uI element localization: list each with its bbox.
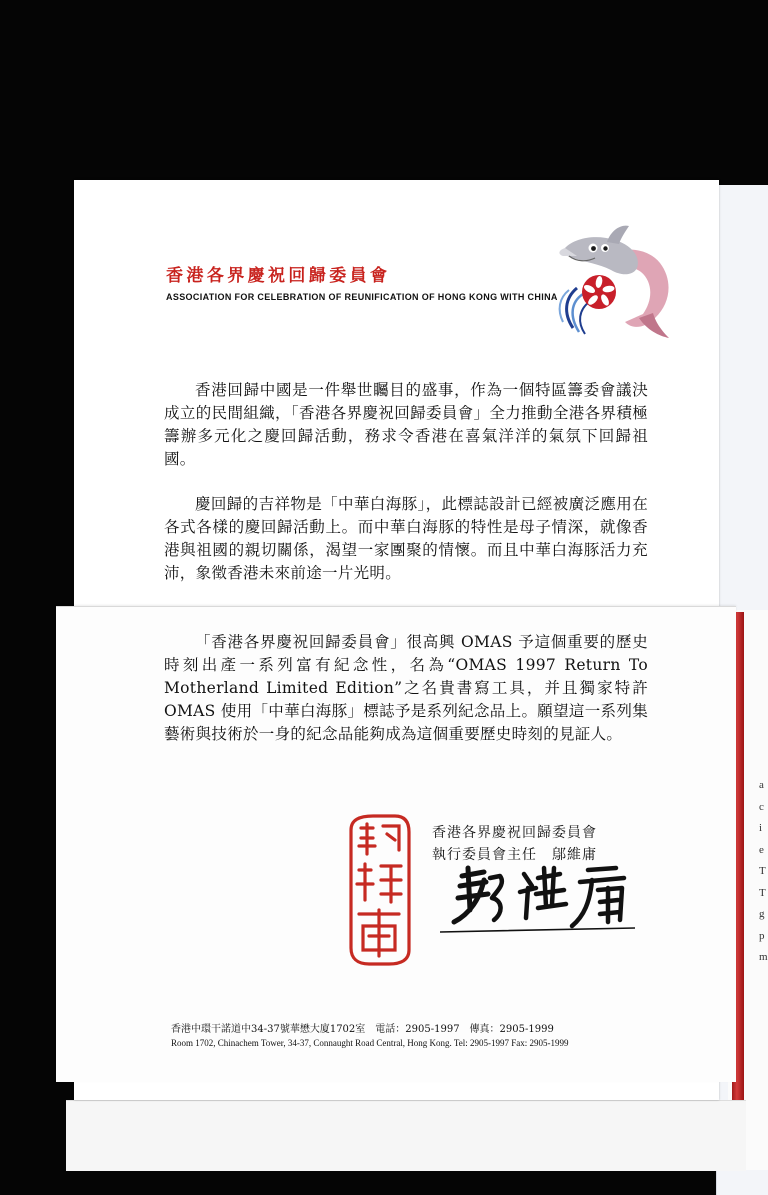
bg-letter: p [759,929,765,942]
paragraph-text: 慶回歸的吉祥物是「中華白海豚」，此標誌設計已經被廣泛應用在各式各樣的慶回歸活動上。而中華白海豚的特性是母子情深，就像香港與祖國的親切關係，渴望一家團聚的情懷。而且中華白海豚活力充沛，象徵香港未來前途一片光明。 [164,495,648,582]
background-sheet-bottom [66,1100,746,1171]
org-name-chinese: 香港各界慶祝回歸委員會 [166,266,391,286]
bg-letter: T [759,886,766,899]
bg-letter: i [759,822,763,834]
footer-address-english: Room 1702, Chinachem Tower, 34-37, Connaught Road Central, Hong Kong. Tel: 2905-1997 Fax: 2905-1999 [171,1038,569,1048]
body-paragraph-1 [164,379,648,471]
body-paragraph-3 [164,631,648,746]
bg-letter: e [759,843,764,856]
signature-title: 執行委員會主任 鄔維庸 [432,847,597,863]
bg-letter: a [759,779,764,791]
bg-letter: g [759,908,765,920]
red-seal-icon [343,810,415,970]
dolphin-logo-icon [555,218,680,340]
footer-address-chinese: 香港中環干諾道中34-37號華懋大廈1702室 電話：2905-1997 傳真：2905-1999 [171,1024,554,1035]
bg-letter: c [759,800,764,813]
bg-letter: T [759,865,766,877]
paragraph-text: 香港回歸中國是一件舉世矚目的盛事，作為一個特區籌委會議決成立的民間組織，「香港各界慶祝回歸委員會」全力推動全港各界積極籌辦多元化之慶回歸活動，務求令香港在喜氣洋洋的氣氛下回歸祖國。 [164,381,648,468]
body-paragraph-2 [164,493,648,585]
background-page-letters [759,775,768,969]
org-name-english: ASSOCIATION FOR CELEBRATION OF REUNIFICATION OF HONG KONG WITH CHINA [166,292,558,302]
signature-org: 香港各界慶祝回歸委員會 [432,825,597,841]
handwritten-signature [440,858,635,938]
paragraph-text: 「香港各界慶祝回歸委員會」很高興 OMAS 予這個重要的歷史時刻出產一系列富有紀念性，名為“OMAS 1997 Return To Motherland Limited Edition”之名貴書寫工具，并且獨家特許 OMAS 使用「中華白海豚」標誌予是系列紀念品上。願望這一系列集藝術與技術於一身的紀念品能夠成為這個重要歷史時刻的見証人。 [164,633,648,743]
bg-letter: m [759,951,768,963]
